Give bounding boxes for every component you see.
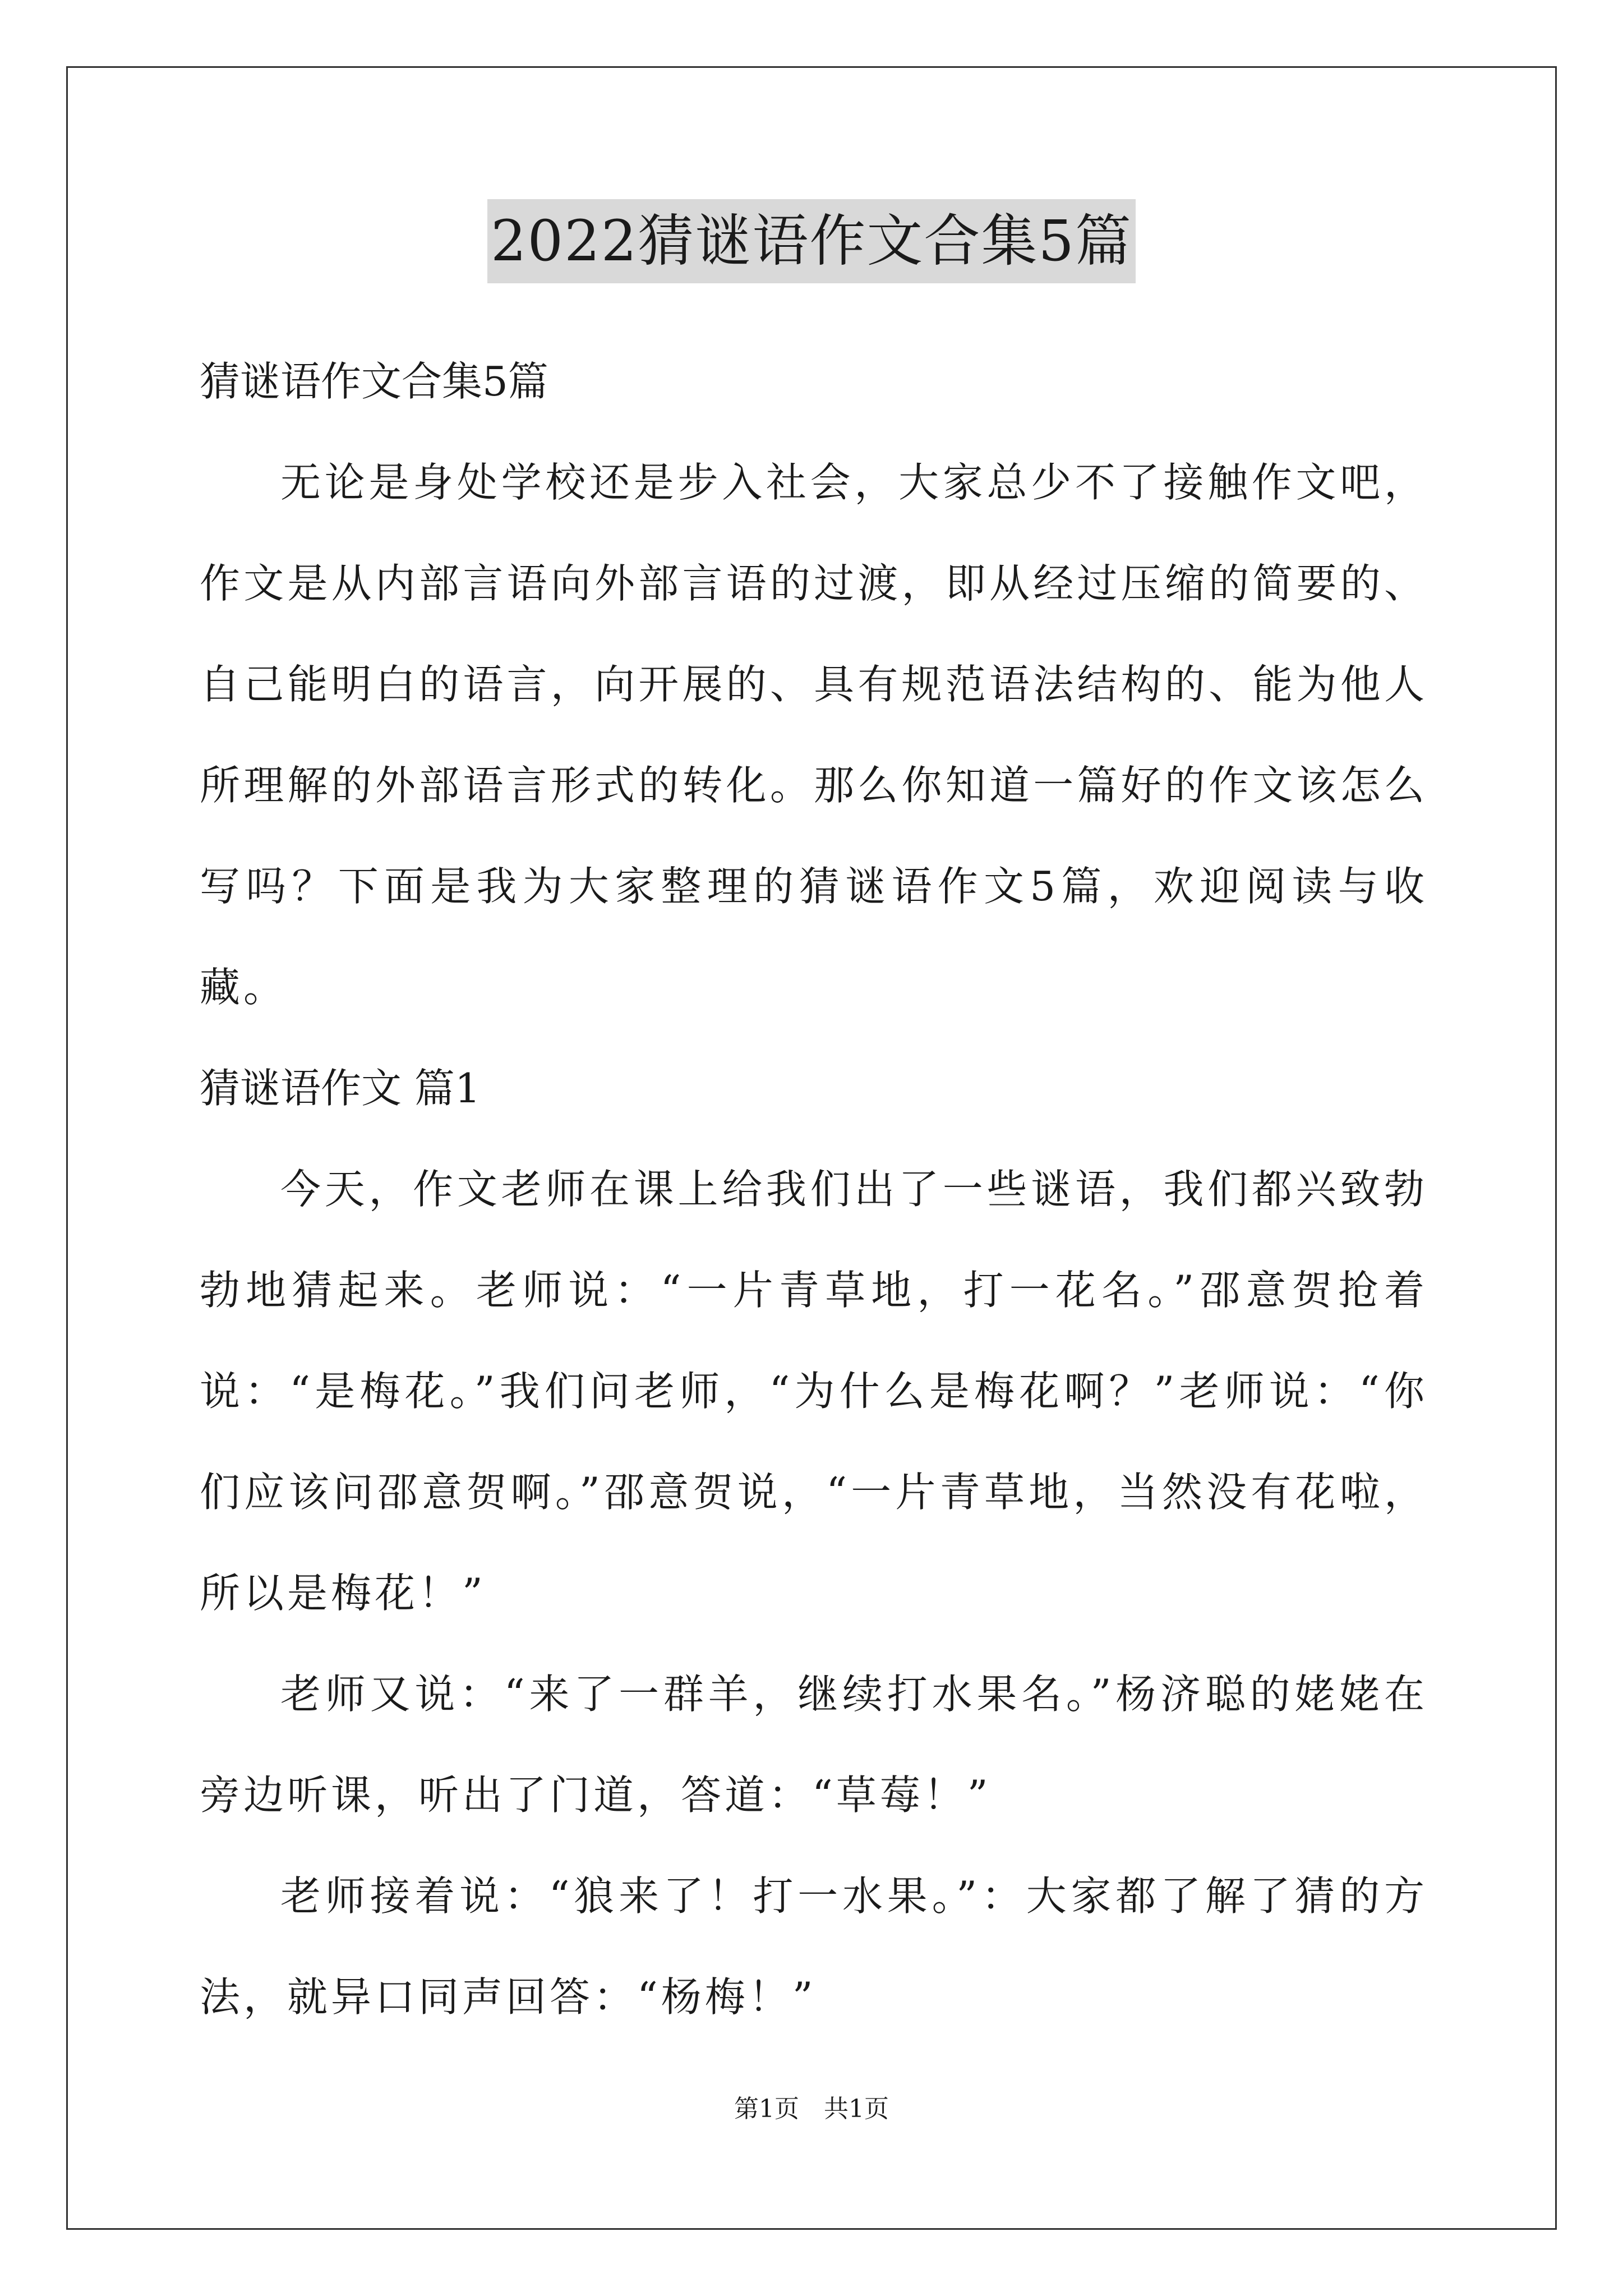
intro-paragraph: 无论是身处学校还是步入社会，大家总少不了接触作文吧，作文是从内部言语向外部言语的过渡，即从经过压缩的简要的、自己能明白的语言，向开展的、具有规范语法结构的、能为他人所理解的外部语言形式的转化。那么你知道一篇好的作文该怎么写吗？下面是我为大家整理的猜谜语作文5篇，欢迎阅读与收藏。 xyxy=(200,459,1428,1011)
body-paragraph-3: 老师接着说：“狼来了！打一水果。”：大家都了解了猜的方法，就异口同声回答：“杨梅！” xyxy=(200,1872,1428,2021)
document-body xyxy=(200,331,1428,2047)
body-paragraph-1: 今天，作文老师在课上给我们出了一些谜语，我们都兴致勃勃地猜起来。老师说：“一片青草地，打一花名。”邵意贺抢着说：“是梅花。”我们问老师，“为什么是梅花啊？”老师说：“你们应该问邵意贺啊。”邵意贺说，“一片青草地，当然没有花啦，所以是梅花！” xyxy=(200,1166,1428,1617)
document-subtitle: 猜谜语作文合集5篇 xyxy=(200,358,548,405)
section-heading: 猜谜语作文 篇1 xyxy=(200,1065,481,1112)
page-footer: 第1页 共1页 xyxy=(734,2095,889,2123)
document-title: 2022猜谜语作文合集5篇 xyxy=(487,199,1136,283)
title-container xyxy=(0,199,1623,283)
body-paragraph-2: 老师又说：“来了一群羊，继续打水果名。”杨济聪的姥姥在旁边听课，听出了门道，答道：“草莓！” xyxy=(200,1671,1428,1819)
